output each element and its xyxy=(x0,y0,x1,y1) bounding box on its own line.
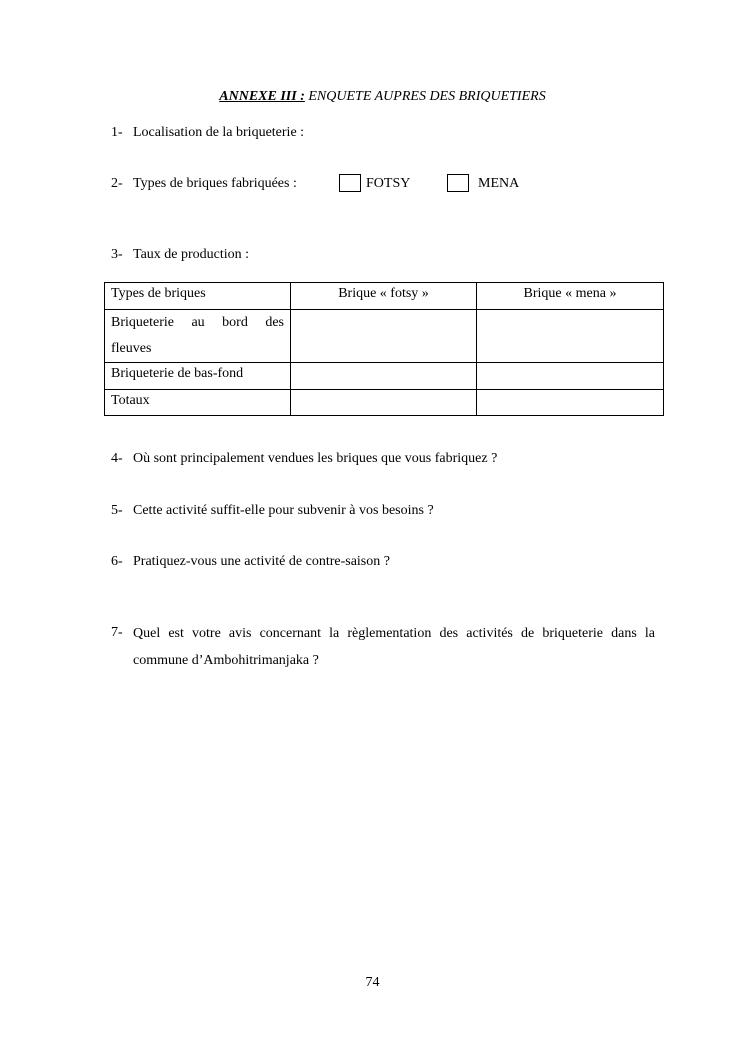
annex-title: ENQUETE AUPRES DES BRIQUETIERS xyxy=(304,89,546,104)
question-7-number: 7- xyxy=(111,625,123,640)
table-row xyxy=(105,310,664,363)
row-label-totaux: Totaux xyxy=(105,390,291,416)
row-label-bas-fond: Briqueterie de bas-fond xyxy=(105,363,291,390)
cell-fleuves-mena[interactable] xyxy=(477,310,664,363)
table-header-row xyxy=(105,283,664,310)
question-1-number: 1- xyxy=(111,125,123,140)
question-3-number: 3- xyxy=(111,247,123,262)
question-2-number: 2- xyxy=(111,176,123,191)
row-label-fleuves: Briqueterie au bord des fleuves xyxy=(105,310,291,363)
question-5-number: 5- xyxy=(111,503,123,518)
mena-option-label: MENA xyxy=(478,176,520,191)
table-header-types: Types de briques xyxy=(105,283,291,310)
table-row xyxy=(105,390,664,416)
question-1-text: Localisation de la briqueterie : xyxy=(133,125,305,140)
page-number: 74 xyxy=(365,975,380,990)
question-5-text: Cette activité suffit-elle pour subvenir à vos besoins ? xyxy=(133,503,434,518)
fotsy-option-label: FOTSY xyxy=(366,176,411,191)
question-7-text: Quel est votre avis concernant la règlementation des activités de briqueterie dans la commune d’Ambohitrimanjaka ? xyxy=(133,626,655,668)
annex-label: ANNEXE III : xyxy=(219,89,305,104)
table-header-fotsy: Brique « fotsy » xyxy=(291,283,477,310)
cell-fleuves-fotsy[interactable] xyxy=(291,310,477,363)
question-2-text: Types de briques fabriquées : xyxy=(133,176,297,191)
table-header-mena: Brique « mena » xyxy=(477,283,664,310)
production-table xyxy=(104,282,664,416)
table-row xyxy=(105,363,664,390)
question-6-text: Pratiquez-vous une activité de contre-saison ? xyxy=(133,554,390,569)
question-3-text: Taux de production : xyxy=(133,247,250,262)
cell-bas-fond-mena[interactable] xyxy=(477,363,664,390)
cell-totaux-fotsy[interactable] xyxy=(291,390,477,416)
cell-totaux-mena[interactable] xyxy=(477,390,664,416)
cell-bas-fond-fotsy[interactable] xyxy=(291,363,477,390)
page-title xyxy=(0,89,745,105)
question-4-number: 4- xyxy=(111,451,123,466)
question-6-number: 6- xyxy=(111,554,123,569)
fotsy-checkbox[interactable] xyxy=(339,174,361,192)
mena-checkbox[interactable] xyxy=(447,174,469,192)
question-4-text: Où sont principalement vendues les briques que vous fabriquez ? xyxy=(133,451,498,466)
